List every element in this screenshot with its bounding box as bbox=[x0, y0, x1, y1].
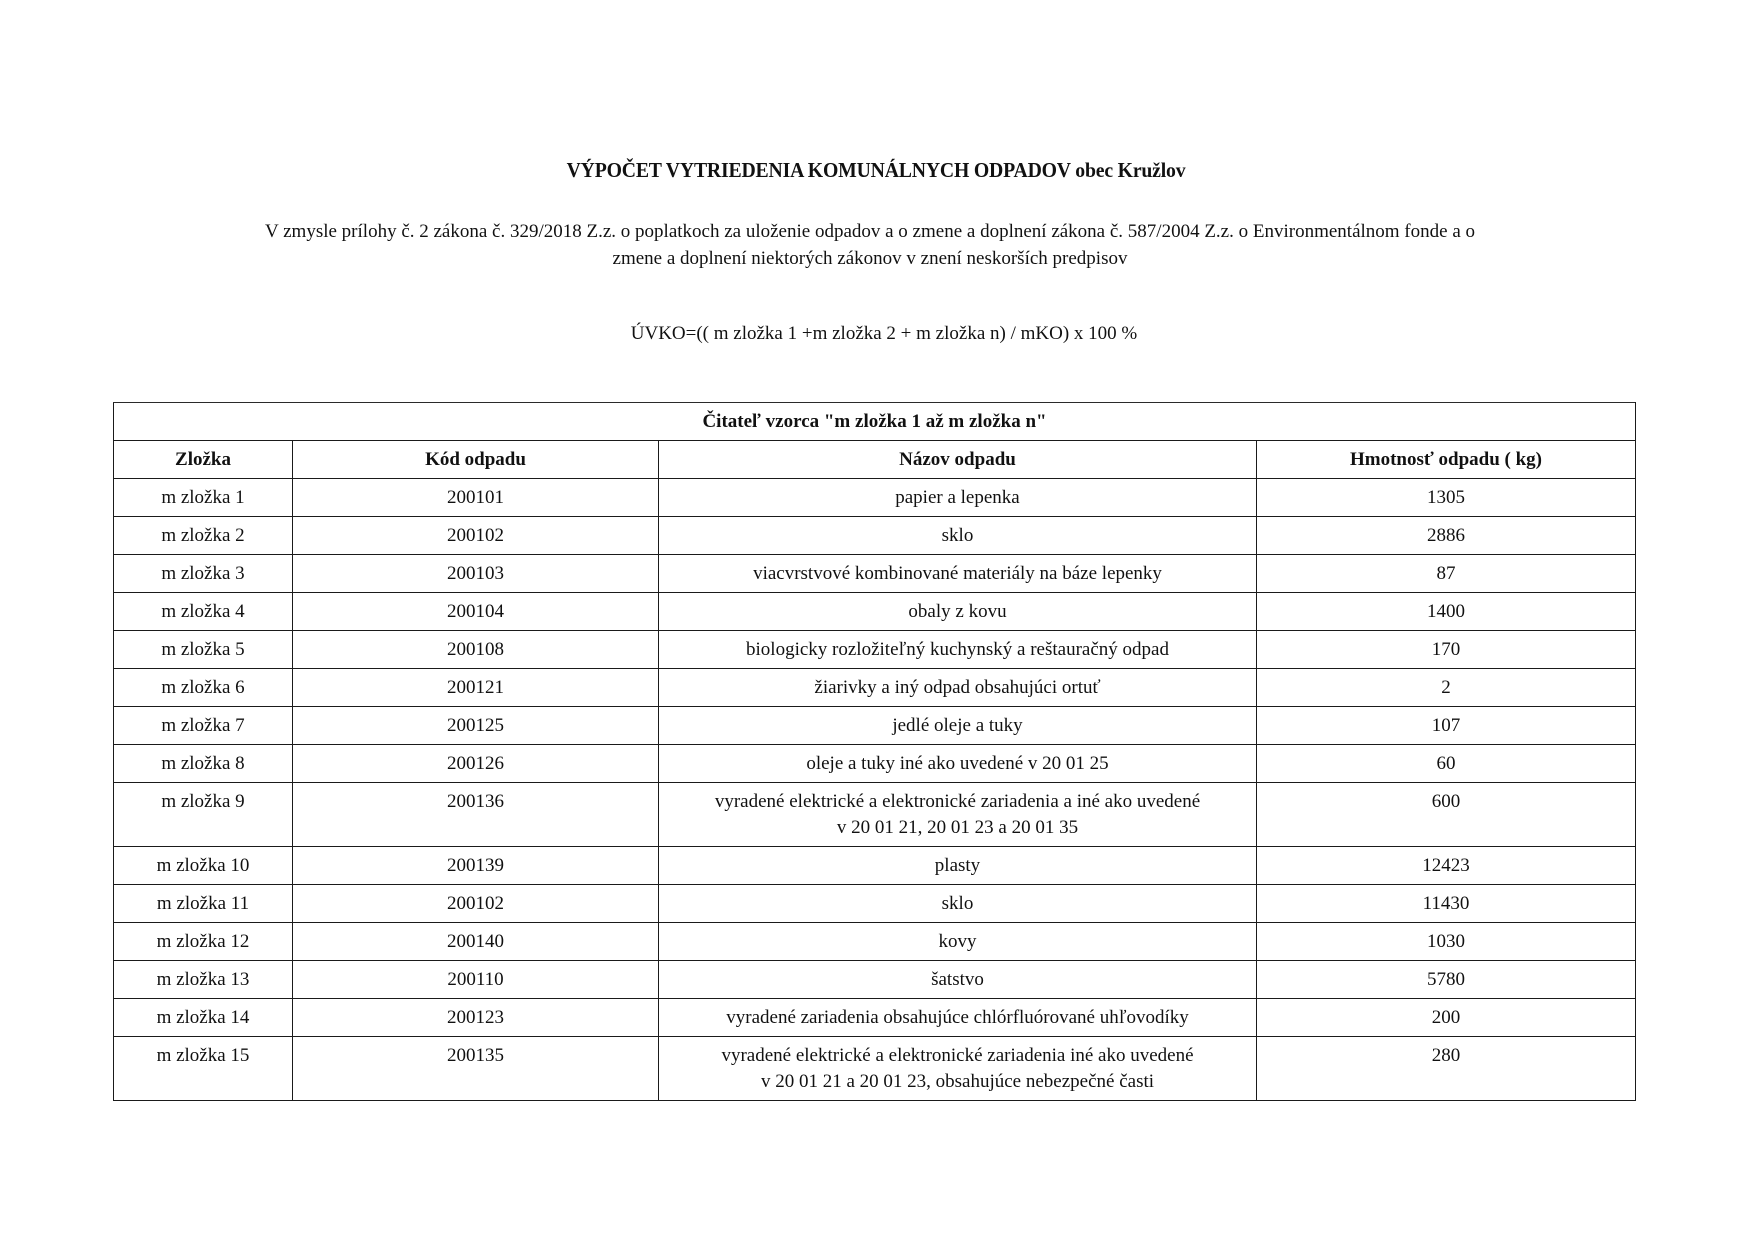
cell-nazov-odpadu bbox=[659, 783, 1257, 847]
cell-zlozka bbox=[114, 999, 293, 1037]
cell-kod-odpadu-text: 200108 bbox=[447, 639, 504, 660]
formula: ÚVKO=(( m zložka 1 +m zložka 2 + m zložka n) / mKO) x 100 % bbox=[630, 323, 1138, 344]
cell-nazov-odpadu bbox=[659, 707, 1257, 745]
cell-hmotnost-text: 1305 bbox=[1427, 487, 1465, 508]
cell-zlozka-text: m zložka 13 bbox=[156, 969, 250, 990]
cell-kod-odpadu bbox=[293, 999, 659, 1037]
cell-nazov-odpadu bbox=[659, 593, 1257, 631]
cell-kod-odpadu-text: 200123 bbox=[447, 1007, 504, 1028]
cell-hmotnost-text: 12423 bbox=[1422, 855, 1470, 876]
table-row bbox=[114, 847, 1636, 885]
cell-zlozka-text: m zložka 15 bbox=[156, 1045, 250, 1066]
cell-kod-odpadu-text: 200110 bbox=[447, 969, 504, 990]
cell-nazov-odpadu bbox=[659, 1037, 1257, 1101]
cell-zlozka-text: m zložka 9 bbox=[161, 791, 245, 812]
cell-kod-odpadu bbox=[293, 631, 659, 669]
table-row bbox=[114, 745, 1636, 783]
cell-nazov-odpadu-text: biologicky rozložiteľný kuchynský a reštauračný odpad bbox=[746, 639, 1169, 660]
cell-kod-odpadu bbox=[293, 745, 659, 783]
cell-kod-odpadu bbox=[293, 1037, 659, 1101]
table-row bbox=[114, 517, 1636, 555]
cell-nazov-odpadu-text: vyradené elektrické a elektronické zariadenia a iné ako uvedené bbox=[714, 791, 1201, 812]
cell-kod-odpadu bbox=[293, 517, 659, 555]
table-caption-row bbox=[114, 403, 1636, 441]
cell-zlozka-text: m zložka 2 bbox=[161, 525, 245, 546]
cell-zlozka bbox=[114, 745, 293, 783]
cell-nazov-odpadu bbox=[659, 669, 1257, 707]
cell-hmotnost-text: 11430 bbox=[1422, 893, 1470, 914]
header-kod-odpadu: Kód odpadu bbox=[293, 441, 659, 479]
header-zlozka: Zložka bbox=[114, 441, 293, 479]
cell-hmotnost bbox=[1257, 961, 1636, 999]
cell-nazov-odpadu-text: oleje a tuky iné ako uvedené v 20 01 25 bbox=[806, 753, 1109, 774]
cell-hmotnost-text: 87 bbox=[1436, 563, 1456, 584]
cell-zlozka-text: m zložka 12 bbox=[156, 931, 250, 952]
cell-nazov-odpadu-text: plasty bbox=[934, 855, 981, 876]
table-row bbox=[114, 885, 1636, 923]
cell-nazov-odpadu bbox=[659, 885, 1257, 923]
document-title bbox=[53, 158, 1700, 183]
header-hmotnost: Hmotnosť odpadu ( kg) bbox=[1257, 441, 1636, 479]
cell-nazov-odpadu-text-line-2: v 20 01 21 a 20 01 23, obsahujúce nebezpečné časti bbox=[760, 1071, 1155, 1092]
cell-kod-odpadu-text: 200104 bbox=[447, 601, 504, 622]
table-header-row bbox=[114, 441, 1636, 479]
cell-zlozka bbox=[114, 847, 293, 885]
legal-basis-line-2: zmene a doplnení niektorých zákonov v znení neskorších predpisov bbox=[612, 248, 1128, 269]
cell-nazov-odpadu bbox=[659, 555, 1257, 593]
cell-hmotnost bbox=[1257, 669, 1636, 707]
cell-hmotnost-text: 5780 bbox=[1427, 969, 1465, 990]
cell-hmotnost-text: 1400 bbox=[1427, 601, 1465, 622]
cell-nazov-odpadu-text: obaly z kovu bbox=[908, 601, 1007, 622]
cell-nazov-odpadu-text: vyradené elektrické a elektronické zariadenia iné ako uvedené bbox=[721, 1045, 1194, 1066]
cell-hmotnost-text: 1030 bbox=[1427, 931, 1465, 952]
table-row bbox=[114, 593, 1636, 631]
cell-kod-odpadu bbox=[293, 961, 659, 999]
table-row bbox=[114, 669, 1636, 707]
cell-hmotnost bbox=[1257, 479, 1636, 517]
table-row bbox=[114, 999, 1636, 1037]
cell-kod-odpadu-text: 200102 bbox=[447, 525, 504, 546]
cell-zlozka bbox=[114, 707, 293, 745]
cell-nazov-odpadu bbox=[659, 517, 1257, 555]
table-caption: Čitateľ vzorca "m zložka 1 až m zložka n" bbox=[114, 403, 1636, 441]
cell-nazov-odpadu bbox=[659, 961, 1257, 999]
table-row bbox=[114, 479, 1636, 517]
cell-hmotnost-text: 200 bbox=[1431, 1007, 1461, 1028]
cell-hmotnost-text: 170 bbox=[1431, 639, 1461, 660]
cell-hmotnost-text: 600 bbox=[1431, 791, 1461, 812]
cell-zlozka bbox=[114, 631, 293, 669]
cell-kod-odpadu bbox=[293, 707, 659, 745]
cell-zlozka-text: m zložka 1 bbox=[161, 487, 245, 508]
cell-kod-odpadu bbox=[293, 555, 659, 593]
cell-zlozka bbox=[114, 885, 293, 923]
cell-hmotnost bbox=[1257, 1037, 1636, 1101]
cell-kod-odpadu-text: 200102 bbox=[447, 893, 504, 914]
cell-nazov-odpadu-text-line-2: v 20 01 21, 20 01 23 a 20 01 35 bbox=[836, 817, 1079, 838]
cell-kod-odpadu bbox=[293, 593, 659, 631]
cell-nazov-odpadu-text: kovy bbox=[938, 931, 977, 952]
cell-kod-odpadu-text: 200139 bbox=[447, 855, 504, 876]
cell-hmotnost bbox=[1257, 783, 1636, 847]
cell-nazov-odpadu bbox=[659, 745, 1257, 783]
cell-hmotnost bbox=[1257, 517, 1636, 555]
cell-zlozka bbox=[114, 593, 293, 631]
cell-hmotnost bbox=[1257, 555, 1636, 593]
cell-zlozka bbox=[114, 923, 293, 961]
cell-nazov-odpadu-text: žiarivky a iný odpad obsahujúci ortuť bbox=[814, 677, 1101, 698]
table-body bbox=[114, 479, 1636, 1101]
cell-nazov-odpadu-text: papier a lepenka bbox=[895, 487, 1020, 508]
cell-zlozka-text: m zložka 14 bbox=[156, 1007, 250, 1028]
cell-kod-odpadu-text: 200125 bbox=[447, 715, 504, 736]
title-municipality: obec Kružlov bbox=[1075, 158, 1186, 182]
cell-zlozka-text: m zložka 7 bbox=[161, 715, 245, 736]
cell-kod-odpadu bbox=[293, 847, 659, 885]
cell-zlozka bbox=[114, 517, 293, 555]
header-nazov-odpadu: Názov odpadu bbox=[659, 441, 1257, 479]
table-row bbox=[114, 961, 1636, 999]
cell-zlozka-text: m zložka 3 bbox=[161, 563, 245, 584]
cell-hmotnost bbox=[1257, 923, 1636, 961]
table-row bbox=[114, 783, 1636, 847]
cell-nazov-odpadu bbox=[659, 479, 1257, 517]
cell-zlozka bbox=[114, 961, 293, 999]
cell-hmotnost bbox=[1257, 745, 1636, 783]
cell-hmotnost-text: 2886 bbox=[1427, 525, 1465, 546]
cell-kod-odpadu-text: 200140 bbox=[447, 931, 504, 952]
title-main: VÝPOČET VYTRIEDENIA KOMUNÁLNYCH ODPADOV bbox=[566, 158, 1071, 182]
cell-hmotnost-text: 2 bbox=[1441, 677, 1451, 698]
cell-kod-odpadu-text: 200101 bbox=[447, 487, 504, 508]
cell-nazov-odpadu-text: jedlé oleje a tuky bbox=[892, 715, 1023, 736]
cell-hmotnost bbox=[1257, 885, 1636, 923]
cell-zlozka-text: m zložka 11 bbox=[156, 893, 250, 914]
table-row bbox=[114, 555, 1636, 593]
cell-zlozka bbox=[114, 479, 293, 517]
cell-nazov-odpadu-text: sklo bbox=[941, 525, 974, 546]
cell-kod-odpadu bbox=[293, 923, 659, 961]
cell-zlozka bbox=[114, 783, 293, 847]
cell-nazov-odpadu bbox=[659, 923, 1257, 961]
cell-zlozka bbox=[114, 1037, 293, 1101]
cell-nazov-odpadu-text: šatstvo bbox=[931, 969, 984, 990]
cell-hmotnost-text: 107 bbox=[1431, 715, 1461, 736]
table-row bbox=[114, 631, 1636, 669]
cell-kod-odpadu-text: 200126 bbox=[447, 753, 504, 774]
waste-table bbox=[113, 402, 1636, 1101]
cell-zlozka-text: m zložka 10 bbox=[156, 855, 250, 876]
cell-nazov-odpadu bbox=[659, 999, 1257, 1037]
legal-basis-text bbox=[120, 218, 1620, 272]
cell-zlozka-text: m zložka 4 bbox=[161, 601, 245, 622]
cell-hmotnost-text: 60 bbox=[1436, 753, 1456, 774]
cell-zlozka-text: m zložka 6 bbox=[161, 677, 245, 698]
cell-hmotnost bbox=[1257, 707, 1636, 745]
cell-kod-odpadu-text: 200135 bbox=[447, 1045, 504, 1066]
cell-hmotnost bbox=[1257, 847, 1636, 885]
cell-zlozka-text: m zložka 8 bbox=[161, 753, 245, 774]
table-row bbox=[114, 923, 1636, 961]
cell-kod-odpadu bbox=[293, 669, 659, 707]
cell-kod-odpadu bbox=[293, 885, 659, 923]
cell-kod-odpadu bbox=[293, 783, 659, 847]
cell-zlozka bbox=[114, 669, 293, 707]
cell-nazov-odpadu-text: viacvrstvové kombinované materiály na báze lepenky bbox=[753, 563, 1162, 584]
cell-kod-odpadu bbox=[293, 479, 659, 517]
cell-hmotnost bbox=[1257, 593, 1636, 631]
table-row bbox=[114, 1037, 1636, 1101]
cell-kod-odpadu-text: 200103 bbox=[447, 563, 504, 584]
table-row bbox=[114, 707, 1636, 745]
cell-hmotnost bbox=[1257, 631, 1636, 669]
cell-zlozka-text: m zložka 5 bbox=[161, 639, 245, 660]
cell-kod-odpadu-text: 200136 bbox=[447, 791, 504, 812]
legal-basis-line-1: V zmysle prílohy č. 2 zákona č. 329/2018 Z.z. o poplatkoch za uloženie odpadov a o zmene a doplnení zákona č. 587/2004 Z.z. o Environmentálnom fonde a o bbox=[264, 221, 1476, 242]
cell-nazov-odpadu-text: vyradené zariadenia obsahujúce chlórfluórované uhľovodíky bbox=[726, 1007, 1189, 1028]
cell-kod-odpadu-text: 200121 bbox=[447, 677, 504, 698]
cell-nazov-odpadu bbox=[659, 631, 1257, 669]
cell-zlozka bbox=[114, 555, 293, 593]
cell-hmotnost-text: 280 bbox=[1431, 1045, 1461, 1066]
cell-nazov-odpadu bbox=[659, 847, 1257, 885]
cell-nazov-odpadu-text: sklo bbox=[941, 893, 974, 914]
cell-hmotnost bbox=[1257, 999, 1636, 1037]
